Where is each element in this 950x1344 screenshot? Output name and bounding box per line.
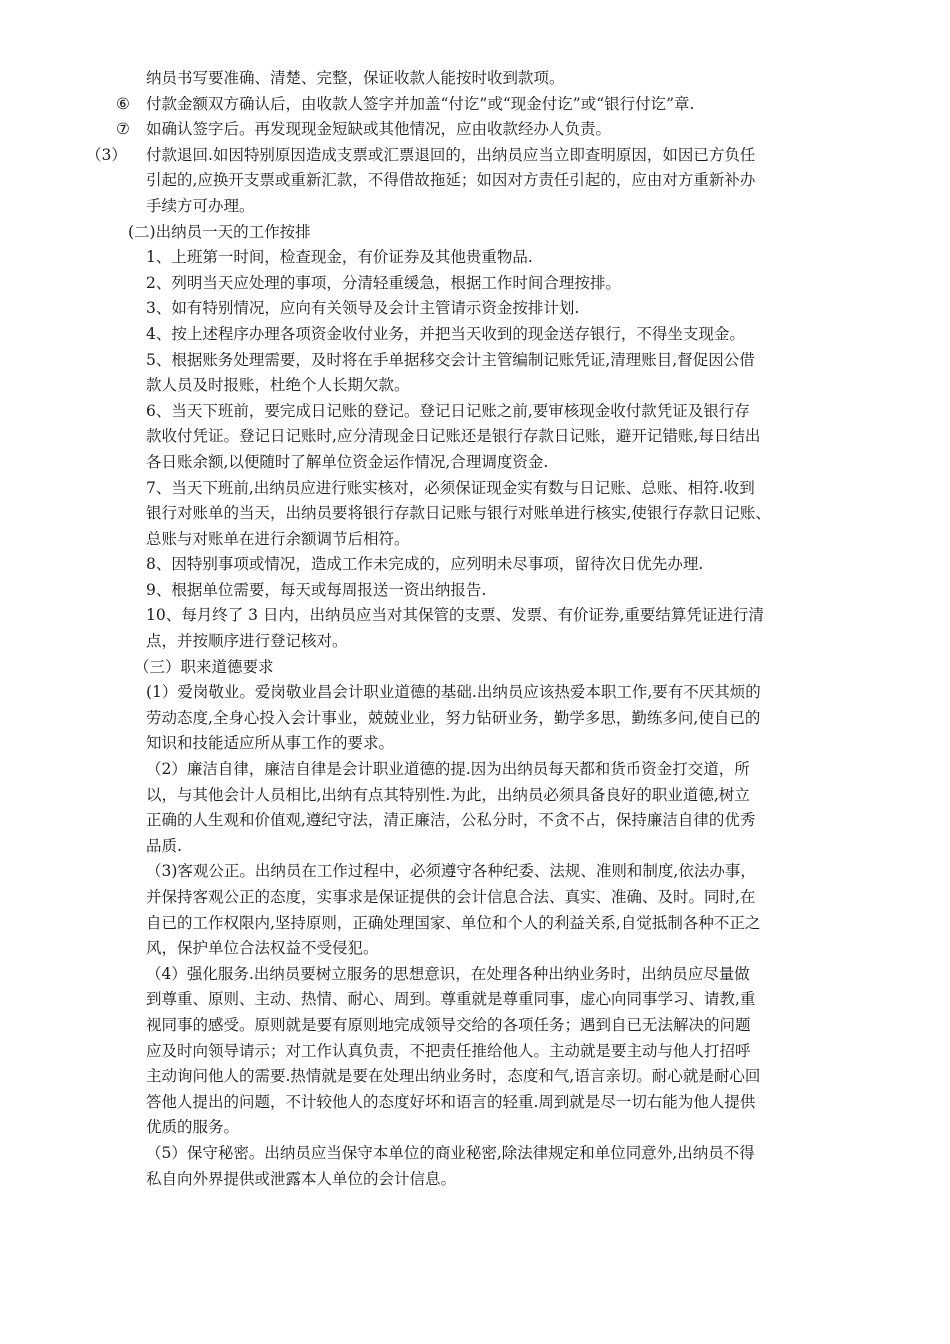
line-text: 4、按上述程序办理各项资金收付业务，并把当天收到的现金送存银行，不得坐支现金。	[146, 324, 745, 343]
text-line	[0, 936, 950, 962]
text-line	[0, 194, 950, 220]
line-text: 视同事的感受。原则就是要有原则地完成领导交给的各项任务；遇到自已无法解决的问题	[146, 1015, 751, 1034]
text-line	[0, 629, 950, 655]
text-line	[0, 834, 950, 860]
document-body	[0, 66, 950, 1192]
text-line	[0, 655, 950, 681]
line-text: 劳动态度,全身心投入会计事业，兢兢业业，努力钻研业务，勤学多思，勤练多问,使自已的	[146, 708, 761, 727]
text-line	[0, 220, 950, 246]
line-text: 款收付凭证。登记日记账时,应分清现金日记账还是银行存款日记账，避开记错账,每日结出	[146, 427, 761, 446]
list-marker: ⑦	[116, 120, 130, 139]
line-text: 2、列明当天应处理的事项，分清轻重缓急，根据工作时间合理按排。	[146, 273, 621, 292]
line-text: 3、如有特别情况，应向有关领导及会计主管请示资金按排计划.	[146, 299, 580, 318]
text-line	[0, 757, 950, 783]
text-line	[0, 987, 950, 1013]
line-text: （3)客观公正。出纳员在工作过程中，必须遵守各种纪委、法规、准则和制度,依法办事，	[146, 862, 756, 881]
line-text: （4）强化服务.出纳员要树立服务的思想意识，在处理各种出纳业务时，出纳员应尽量做	[146, 964, 750, 983]
line-text: (二)出纳员一天的工作按排	[128, 222, 311, 241]
text-line	[0, 1013, 950, 1039]
line-text: （5）保守秘密。出纳员应当保守本单位的商业秘密,除法律规定和单位同意外,出纳员不得	[146, 1143, 755, 1162]
line-text: 应及时向领导请示；对工作认真负责，不把责任推给他人。主动就是要主动与他人打招呼	[146, 1041, 751, 1060]
line-text: 9、根据单位需要，每天或每周报送一资出纳报告.	[146, 580, 487, 599]
line-text: 总账与对账单在进行余额调节后相符。	[146, 529, 410, 548]
line-text: 如确认签字后。再发现现金短缺或其他情况，应由收款经办人负责。	[146, 120, 612, 139]
text-line	[0, 501, 950, 527]
line-text: 以，与其他会计人员相比,出纳有点其特别性.为此，出纳员必须具备良好的职业道德,树立	[146, 785, 750, 804]
line-text: 点，并按顺序进行登记核对。	[146, 632, 348, 651]
list-marker: （3）	[86, 145, 127, 164]
text-line	[0, 271, 950, 297]
text-line	[0, 808, 950, 834]
text-line	[0, 603, 950, 629]
line-text: 10、每月终了 3 日内，出纳员应当对其保管的支票、发票、有价证券,重要结算凭证进行清	[146, 606, 764, 625]
text-line	[0, 117, 950, 143]
text-line	[0, 1039, 950, 1065]
text-line	[0, 552, 950, 578]
line-text: 到尊重、原则、主动、热情、耐心、周到。尊重就是尊重同事，虚心向同事学习、请教,重	[146, 990, 756, 1009]
line-text: 私自向外界提供或泄露本人单位的会计信息。	[146, 1169, 457, 1188]
line-text: 付款金额双方确认后，由收款人签字并加盖“付讫”或“现金付讫”或“银行付讫”章.	[146, 94, 695, 113]
line-text: 正确的人生观和价值观,遵纪守法，清正廉洁，公私分时，不贪不占，保持廉洁自律的优秀	[146, 811, 756, 830]
text-line	[0, 348, 950, 374]
line-text: 并保持客观公正的态度，实事求是保证提供的会计信息合法、真实、准确、及时。同时,在	[146, 888, 756, 906]
line-text: 付款退回.如因特别原因造成支票或汇票退回的，出纳员应当立即查明原因，如因已方负任	[146, 145, 756, 164]
line-text: 1、上班第一时间，检查现金，有价证券及其他贵重物品.	[146, 248, 533, 267]
line-text: 7、当天下班前,出纳员应进行账实核对，必须保证现金实有数与日记账、总账、相符.收到	[146, 478, 755, 497]
text-line	[0, 1167, 950, 1193]
line-text: 引起的,应换开支票或重新汇款，不得借故拖延；如因对方责任引起的，应由对方重新补办	[146, 171, 756, 190]
line-text: 各日账余额,以便随时了解单位资金运作情况,合理调度资金.	[146, 452, 549, 471]
text-line	[0, 92, 950, 118]
line-text: 风，保护单位合法权益不受侵犯。	[146, 939, 379, 958]
text-line	[0, 322, 950, 348]
line-text: 自已的工作权限内,坚持原则，正确处理国家、单位和个人的利益关系,自觉抵制各种不正之	[146, 913, 761, 932]
line-text: 答他人提出的问题，不计较他人的态度好坏和语言的轻重.周到就是尽一切右能为他人提供	[146, 1092, 756, 1111]
text-line	[0, 143, 950, 169]
text-line	[0, 296, 950, 322]
line-text: 款人员及时报账，杜绝个人长期欠款。	[146, 376, 410, 395]
text-line	[0, 885, 950, 911]
line-text: 品质.	[146, 836, 182, 855]
text-line	[0, 1090, 950, 1116]
text-line	[0, 731, 950, 757]
line-text: （三）职来道德要求	[134, 657, 274, 676]
list-marker: ⑥	[116, 94, 130, 113]
text-line	[0, 859, 950, 885]
text-line	[0, 168, 950, 194]
text-line	[0, 1141, 950, 1167]
text-line	[0, 66, 950, 92]
text-line	[0, 476, 950, 502]
text-line	[0, 245, 950, 271]
text-line	[0, 399, 950, 425]
line-text: 8、因特别事项或情况，造成工作未完成的，应列明未尽事项，留待次日优先办理.	[146, 555, 704, 574]
line-text: 纳员书写要准确、清楚、完整，保证收款人能按时收到款项。	[146, 69, 565, 87]
line-text: （2）廉洁自律，廉洁自律是会计职业道德的提.因为出纳员每天都和货币资金打交道，所	[146, 760, 750, 779]
text-line	[0, 1115, 950, 1141]
text-line	[0, 680, 950, 706]
text-line	[0, 527, 950, 553]
text-line	[0, 373, 950, 399]
line-text: 优质的服务。	[146, 1118, 240, 1137]
line-text: 知识和技能适应所从事工作的要求。	[146, 734, 395, 753]
text-line	[0, 962, 950, 988]
text-line	[0, 911, 950, 937]
text-line	[0, 578, 950, 604]
text-line	[0, 424, 950, 450]
text-line	[0, 450, 950, 476]
line-text: 6、当天下班前，要完成日记账的登记。登记日记账之前,要审核现金收付款凭证及银行存	[146, 401, 750, 420]
line-text: (1）爱岗敬业。爱岗敬业昌会计职业道德的基础.出纳员应该热爱本职工作,要有不厌其烦的	[146, 683, 761, 702]
line-text: 银行对账单的当天，出纳员要将银行存款日记账与银行对账单进行核实,使银行存款日记账、	[146, 504, 771, 523]
text-line	[0, 783, 950, 809]
text-line	[0, 706, 950, 732]
text-line	[0, 1064, 950, 1090]
line-text: 5、根据账务处理需要，及时将在手单据移交会计主管编制记账凭证,清理账目,督促因公借	[146, 350, 755, 369]
line-text: 主动询问他人的需要.热情就是要在处理出纳业务时，态度和气,语言亲切。耐心就是耐心回	[146, 1067, 761, 1086]
line-text: 手续方可办理。	[146, 196, 255, 215]
